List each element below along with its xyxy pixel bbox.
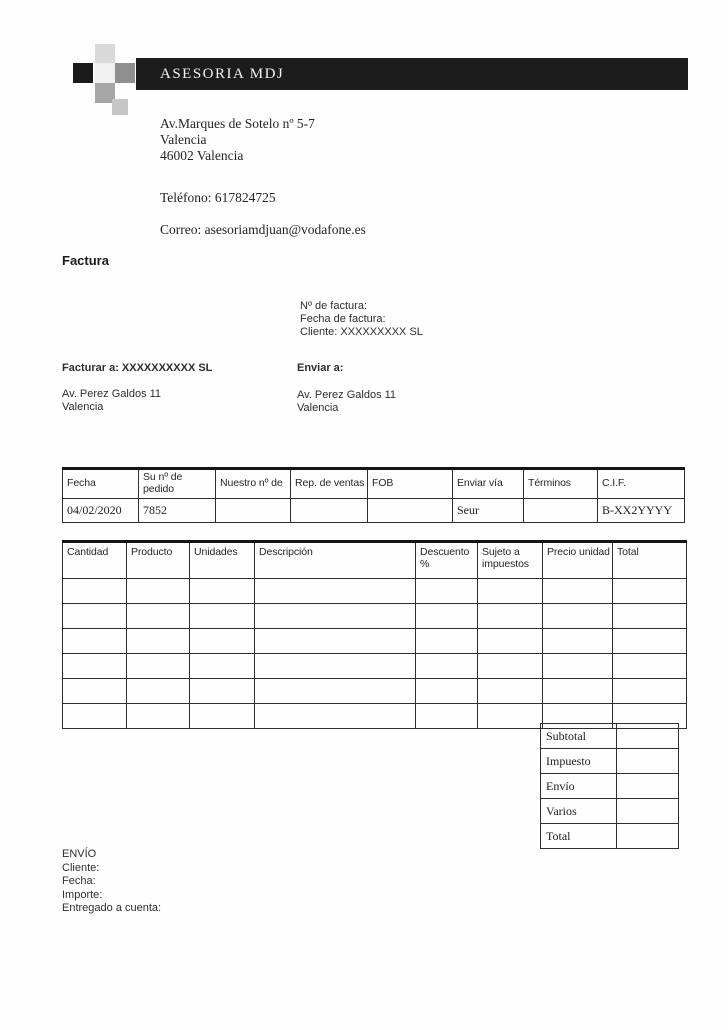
- shipping-date-label: Fecha:: [62, 875, 96, 887]
- info-value-su-pedido: 7852: [139, 499, 216, 523]
- items-empty-cell: [127, 679, 190, 704]
- totals-value-subtotal: [617, 724, 679, 749]
- info-value-nuestro: [216, 499, 291, 523]
- ship-to-address: [297, 389, 396, 415]
- info-value-fob: [368, 499, 453, 523]
- items-empty-cell: [190, 629, 255, 654]
- info-value-fecha: 04/02/2020: [63, 499, 139, 523]
- totals-row: [541, 799, 679, 824]
- info-header-enviar-via: Enviar vía: [453, 469, 524, 499]
- totals-value-varios: [617, 799, 679, 824]
- items-empty-cell: [416, 604, 478, 629]
- logo-square: [95, 63, 115, 83]
- logo-square: [95, 44, 115, 64]
- logo-square: [73, 63, 93, 83]
- company-name: ASESORIA MDJ: [160, 65, 285, 82]
- items-empty-cell: [255, 654, 416, 679]
- invoice-number-label: Nº de factura:: [300, 300, 367, 312]
- bill-to-address-line: Valencia: [62, 401, 104, 413]
- info-table-value-row: [63, 499, 685, 523]
- company-phone: Teléfono: 617824725: [160, 190, 276, 205]
- items-empty-cell: [613, 679, 687, 704]
- info-header-nuestro: Nuestro nº de: [216, 469, 291, 499]
- items-empty-cell: [416, 654, 478, 679]
- items-empty-cell: [255, 579, 416, 604]
- items-empty-row: [63, 604, 687, 629]
- company-email: Correo: asesoriamdjuan@vodafone.es: [160, 222, 366, 237]
- items-empty-cell: [255, 704, 416, 729]
- info-header-fecha: Fecha: [63, 469, 139, 499]
- company-address: [160, 116, 315, 164]
- totals-label-varios: Varios: [541, 799, 617, 824]
- shipping-client-label: Cliente:: [62, 861, 100, 874]
- totals-label-total: Total: [541, 824, 617, 849]
- shipping-paid-label: Entregado a cuenta:: [62, 902, 162, 914]
- items-empty-cell: [127, 604, 190, 629]
- header-bar: [136, 58, 688, 90]
- items-empty-cell: [190, 704, 255, 729]
- items-empty-cell: [478, 704, 543, 729]
- items-empty-cell: [543, 679, 613, 704]
- items-empty-cell: [543, 579, 613, 604]
- items-empty-cell: [416, 704, 478, 729]
- items-empty-cell: [543, 654, 613, 679]
- items-empty-row: [63, 579, 687, 604]
- company-address-line: 46002 Valencia: [160, 148, 244, 163]
- bill-to-address-line: Av. Perez Galdos 11: [62, 388, 162, 400]
- items-empty-cell: [190, 654, 255, 679]
- items-empty-cell: [190, 604, 255, 629]
- items-empty-cell: [416, 579, 478, 604]
- items-empty-cell: [255, 679, 416, 704]
- totals-row: [541, 724, 679, 749]
- items-header-sujeto-impuestos: Sujeto a impuestos: [478, 542, 543, 579]
- items-empty-cell: [416, 679, 478, 704]
- items-empty-cell: [478, 654, 543, 679]
- items-empty-cell: [478, 629, 543, 654]
- totals-row: [541, 824, 679, 849]
- items-empty-row: [63, 629, 687, 654]
- items-empty-cell: [63, 654, 127, 679]
- info-value-rep-ventas: [291, 499, 368, 523]
- info-table-header-row: [63, 469, 685, 499]
- items-empty-cell: [127, 579, 190, 604]
- info-header-fob: FOB: [368, 469, 453, 499]
- info-header-terminos: Términos: [524, 469, 598, 499]
- items-empty-cell: [63, 629, 127, 654]
- items-header-descripcion: Descripción: [255, 542, 416, 579]
- totals-value-total: [617, 824, 679, 849]
- items-header-cantidad: Cantidad: [63, 542, 127, 579]
- items-empty-cell: [613, 579, 687, 604]
- items-header-descuento: Descuento %: [416, 542, 478, 579]
- items-empty-cell: [543, 604, 613, 629]
- totals-label-impuesto: Impuesto: [541, 749, 617, 774]
- items-empty-cell: [63, 604, 127, 629]
- ship-to-label: Enviar a:: [297, 362, 344, 374]
- items-empty-cell: [613, 604, 687, 629]
- totals-row: [541, 749, 679, 774]
- items-empty-row: [63, 679, 687, 704]
- items-empty-cell: [127, 629, 190, 654]
- items-empty-cell: [63, 579, 127, 604]
- items-empty-cell: [255, 604, 416, 629]
- logo-square: [112, 99, 128, 115]
- logo-square: [115, 63, 135, 83]
- items-table-header-row: [63, 542, 687, 579]
- items-empty-cell: [478, 579, 543, 604]
- bill-to-address: [62, 388, 161, 414]
- totals-value-envio: [617, 774, 679, 799]
- items-empty-row: [63, 654, 687, 679]
- totals-row: [541, 774, 679, 799]
- items-empty-cell: [190, 679, 255, 704]
- items-empty-cell: [613, 654, 687, 679]
- info-header-cif: C.I.F.: [598, 469, 685, 499]
- shipping-title: ENVÍO: [62, 848, 97, 860]
- items-table-body: [63, 579, 687, 729]
- items-empty-cell: [478, 679, 543, 704]
- invoice-date-label: Fecha de factura:: [300, 313, 386, 325]
- totals-table: [540, 723, 679, 849]
- items-table: [62, 540, 687, 729]
- info-value-enviar-via: Seur: [453, 499, 524, 523]
- items-header-producto: Producto: [127, 542, 190, 579]
- items-empty-cell: [127, 654, 190, 679]
- info-value-cif: B-XX2YYYY: [598, 499, 685, 523]
- shipping-amount-label: Importe:: [62, 888, 103, 901]
- invoice-meta: [300, 300, 423, 339]
- company-address-line: Valencia: [160, 132, 207, 147]
- items-empty-cell: [543, 629, 613, 654]
- items-empty-cell: [127, 704, 190, 729]
- company-address-line: Av.Marques de Sotelo nº 5-7: [160, 116, 315, 131]
- page-title: Factura: [62, 253, 109, 268]
- info-header-rep-ventas: Rep. de ventas: [291, 469, 368, 499]
- items-header-unidades: Unidades: [190, 542, 255, 579]
- items-header-total: Total: [613, 542, 687, 579]
- items-empty-cell: [190, 579, 255, 604]
- ship-to-address-line: Av. Perez Galdos 11: [297, 389, 397, 401]
- totals-label-subtotal: Subtotal: [541, 724, 617, 749]
- items-empty-cell: [613, 629, 687, 654]
- items-header-precio-unidad: Precio unidad: [543, 542, 613, 579]
- ship-to-address-line: Valencia: [297, 402, 339, 414]
- info-value-terminos: [524, 499, 598, 523]
- shipping-block: [62, 848, 161, 916]
- totals-label-envio: Envío: [541, 774, 617, 799]
- bill-to-label: Facturar a: XXXXXXXXXX SL: [62, 362, 213, 374]
- items-empty-cell: [255, 629, 416, 654]
- items-empty-cell: [416, 629, 478, 654]
- info-header-su-pedido: Su nº de pedido: [139, 469, 216, 499]
- info-table: [62, 467, 685, 523]
- items-empty-cell: [63, 679, 127, 704]
- invoice-client-line: Cliente: XXXXXXXXX SL: [300, 326, 423, 338]
- items-empty-cell: [63, 704, 127, 729]
- totals-value-impuesto: [617, 749, 679, 774]
- items-empty-cell: [478, 604, 543, 629]
